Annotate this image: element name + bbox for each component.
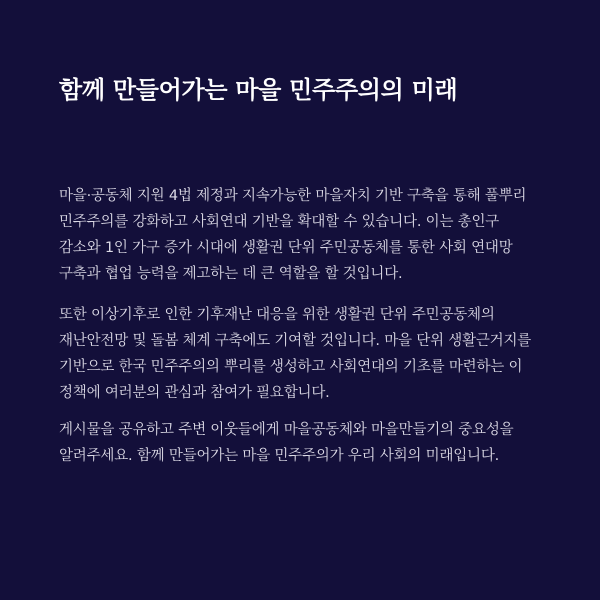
page-title: 함께 만들어가는 마을 민주주의의 미래: [59, 76, 458, 104]
paragraph-2: 또한 이상기후로 인한 기후재난 대응을 위한 생활권 단위 주민공동체의 재난안전망 및 돌봄 체계 구축에도 기여할 것입니다. 마을 단위 생활근거지를 기반으로 한국 민주주의의 뿌리를 생성하고 사회연대의 기초를 마련하는 이 정책에 여러분의 관심과 참여가 필요합니다.: [59, 307, 532, 401]
paragraph-3: 게시물을 공유하고 주변 이웃들에게 마을공동체와 마을만들기의 중요성을 알려주세요. 함께 만들어가는 마을 민주주의가 우리 사회의 미래입니다.: [59, 422, 514, 464]
paragraph-1: 마을·공동체 지원 4법 제정과 지속가능한 마을자치 기반 구축을 통해 풀뿌리 민주주의를 강화하고 사회연대 기반을 확대할 수 있습니다. 이는 총인구 감소와 1인 가구 증가 시대에 생활권 단위 주민공동체를 통한 사회 연대망 구축과 협업 능력을 제고하는 데 큰 역할을 할 것입니다.: [59, 188, 527, 282]
body-text: [59, 183, 543, 469]
